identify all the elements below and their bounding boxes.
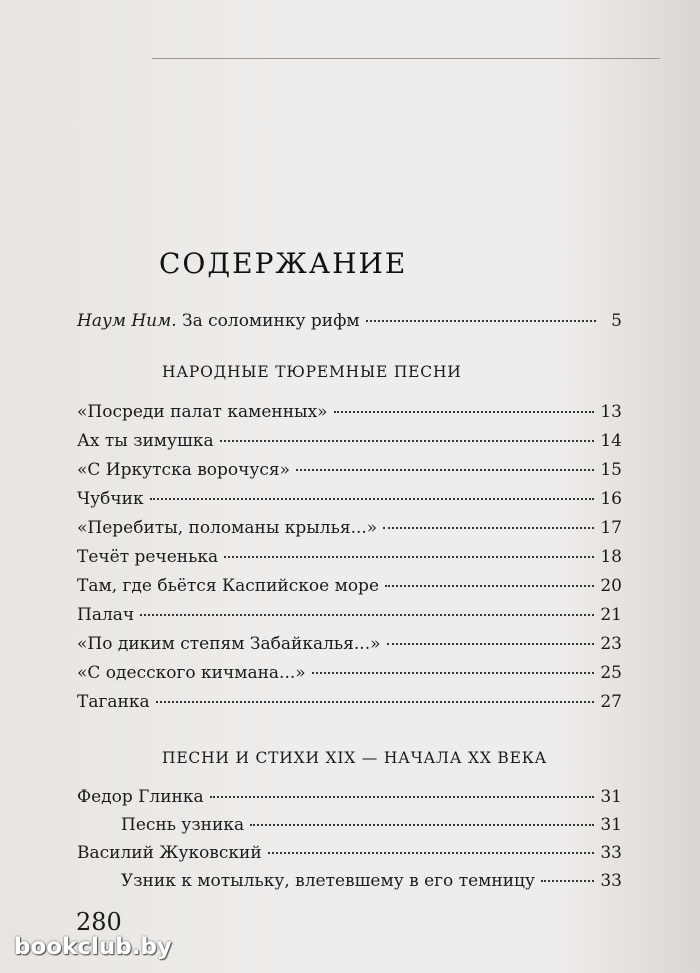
- intro-author: Наум Ним: [77, 311, 172, 331]
- dot-leader: [383, 527, 594, 529]
- entry-title: «По диким степям Забайкалья...»: [77, 634, 381, 654]
- toc-entry: [77, 547, 622, 571]
- dot-leader: [250, 824, 594, 826]
- toc-entry: [77, 489, 622, 513]
- entry-title: Ах ты зимушка: [77, 431, 214, 451]
- toc-entry: [121, 871, 622, 895]
- entry-page: 20: [600, 576, 622, 596]
- top-rule: [152, 58, 660, 59]
- toc-entry: [77, 663, 622, 687]
- entry-title: Василий Жуковский: [77, 843, 262, 863]
- entry-page: 25: [600, 663, 622, 683]
- dot-leader: [150, 498, 595, 500]
- entry-page: 23: [600, 634, 622, 654]
- dot-leader: [541, 880, 594, 882]
- entry-page: 17: [600, 518, 622, 538]
- dot-leader: [387, 643, 595, 645]
- dot-leader: [366, 320, 596, 322]
- toc-entry: [77, 576, 622, 600]
- entry-title: Федор Глинка: [77, 787, 204, 807]
- dot-leader: [224, 556, 594, 558]
- intro-title: За соломинку рифм: [182, 311, 360, 331]
- toc-entry: [77, 431, 622, 455]
- toc-author-entry: [77, 843, 622, 867]
- dot-leader: [296, 469, 594, 471]
- entry-title: Течёт реченька: [77, 547, 219, 567]
- entry-page: 31: [600, 815, 622, 835]
- toc-entry: [77, 460, 622, 484]
- entry-title: Песнь узника: [121, 815, 245, 835]
- entry-page: 15: [600, 460, 622, 480]
- intro-page: 5: [611, 311, 622, 331]
- entry-page: 21: [600, 605, 622, 625]
- entry-title: Там, где бьётся Каспийское море: [77, 576, 379, 596]
- entry-page: 13: [600, 402, 622, 422]
- entry-title: Таганка: [77, 692, 150, 712]
- entry-title: Палач: [77, 605, 135, 625]
- intro-separator: .: [171, 311, 183, 331]
- entry-page: 14: [600, 431, 622, 451]
- dot-leader: [210, 796, 595, 798]
- entry-title: Узник к мотыльку, влетевшему в его темницу: [121, 871, 535, 891]
- dot-leader: [140, 614, 594, 616]
- entry-title: «С одесского кичмана...»: [77, 663, 306, 683]
- dot-leader: [385, 585, 594, 587]
- page-number: 280: [76, 908, 122, 936]
- entry-page: 27: [600, 692, 622, 712]
- entry-page: 18: [600, 547, 622, 567]
- toc-entry: [77, 634, 622, 658]
- dot-leader: [312, 672, 595, 674]
- toc-author-entry: [77, 787, 622, 811]
- dot-leader: [156, 701, 595, 703]
- watermark: bookclub.by: [14, 934, 172, 960]
- dot-leader: [268, 852, 595, 854]
- entry-title: Чубчик: [77, 489, 144, 509]
- entry-title: «Посреди палат каменных»: [77, 402, 328, 422]
- section-1-title: НАРОДНЫЕ ТЮРЕМНЫЕ ПЕСНИ: [162, 363, 462, 381]
- toc-intro-entry: [77, 311, 622, 335]
- toc-entry: [77, 518, 622, 542]
- toc-entry: [77, 692, 622, 716]
- dot-leader: [220, 440, 595, 442]
- entry-page: 33: [600, 843, 622, 863]
- entry-page: 33: [600, 871, 622, 891]
- toc-entry: [121, 815, 622, 839]
- toc-entry: [77, 402, 622, 426]
- toc-entry: [77, 605, 622, 629]
- section-2-title: ПЕСНИ И СТИХИ XIX — НАЧАЛА XX ВЕКА: [162, 749, 548, 767]
- entry-title: «Перебиты, поломаны крылья...»: [77, 518, 378, 538]
- toc-heading: СОДЕРЖАНИЕ: [159, 247, 408, 280]
- entry-title: «С Иркутска ворочуся»: [77, 460, 291, 480]
- dot-leader: [334, 411, 595, 413]
- entry-page: 31: [600, 787, 622, 807]
- entry-page: 16: [600, 489, 622, 509]
